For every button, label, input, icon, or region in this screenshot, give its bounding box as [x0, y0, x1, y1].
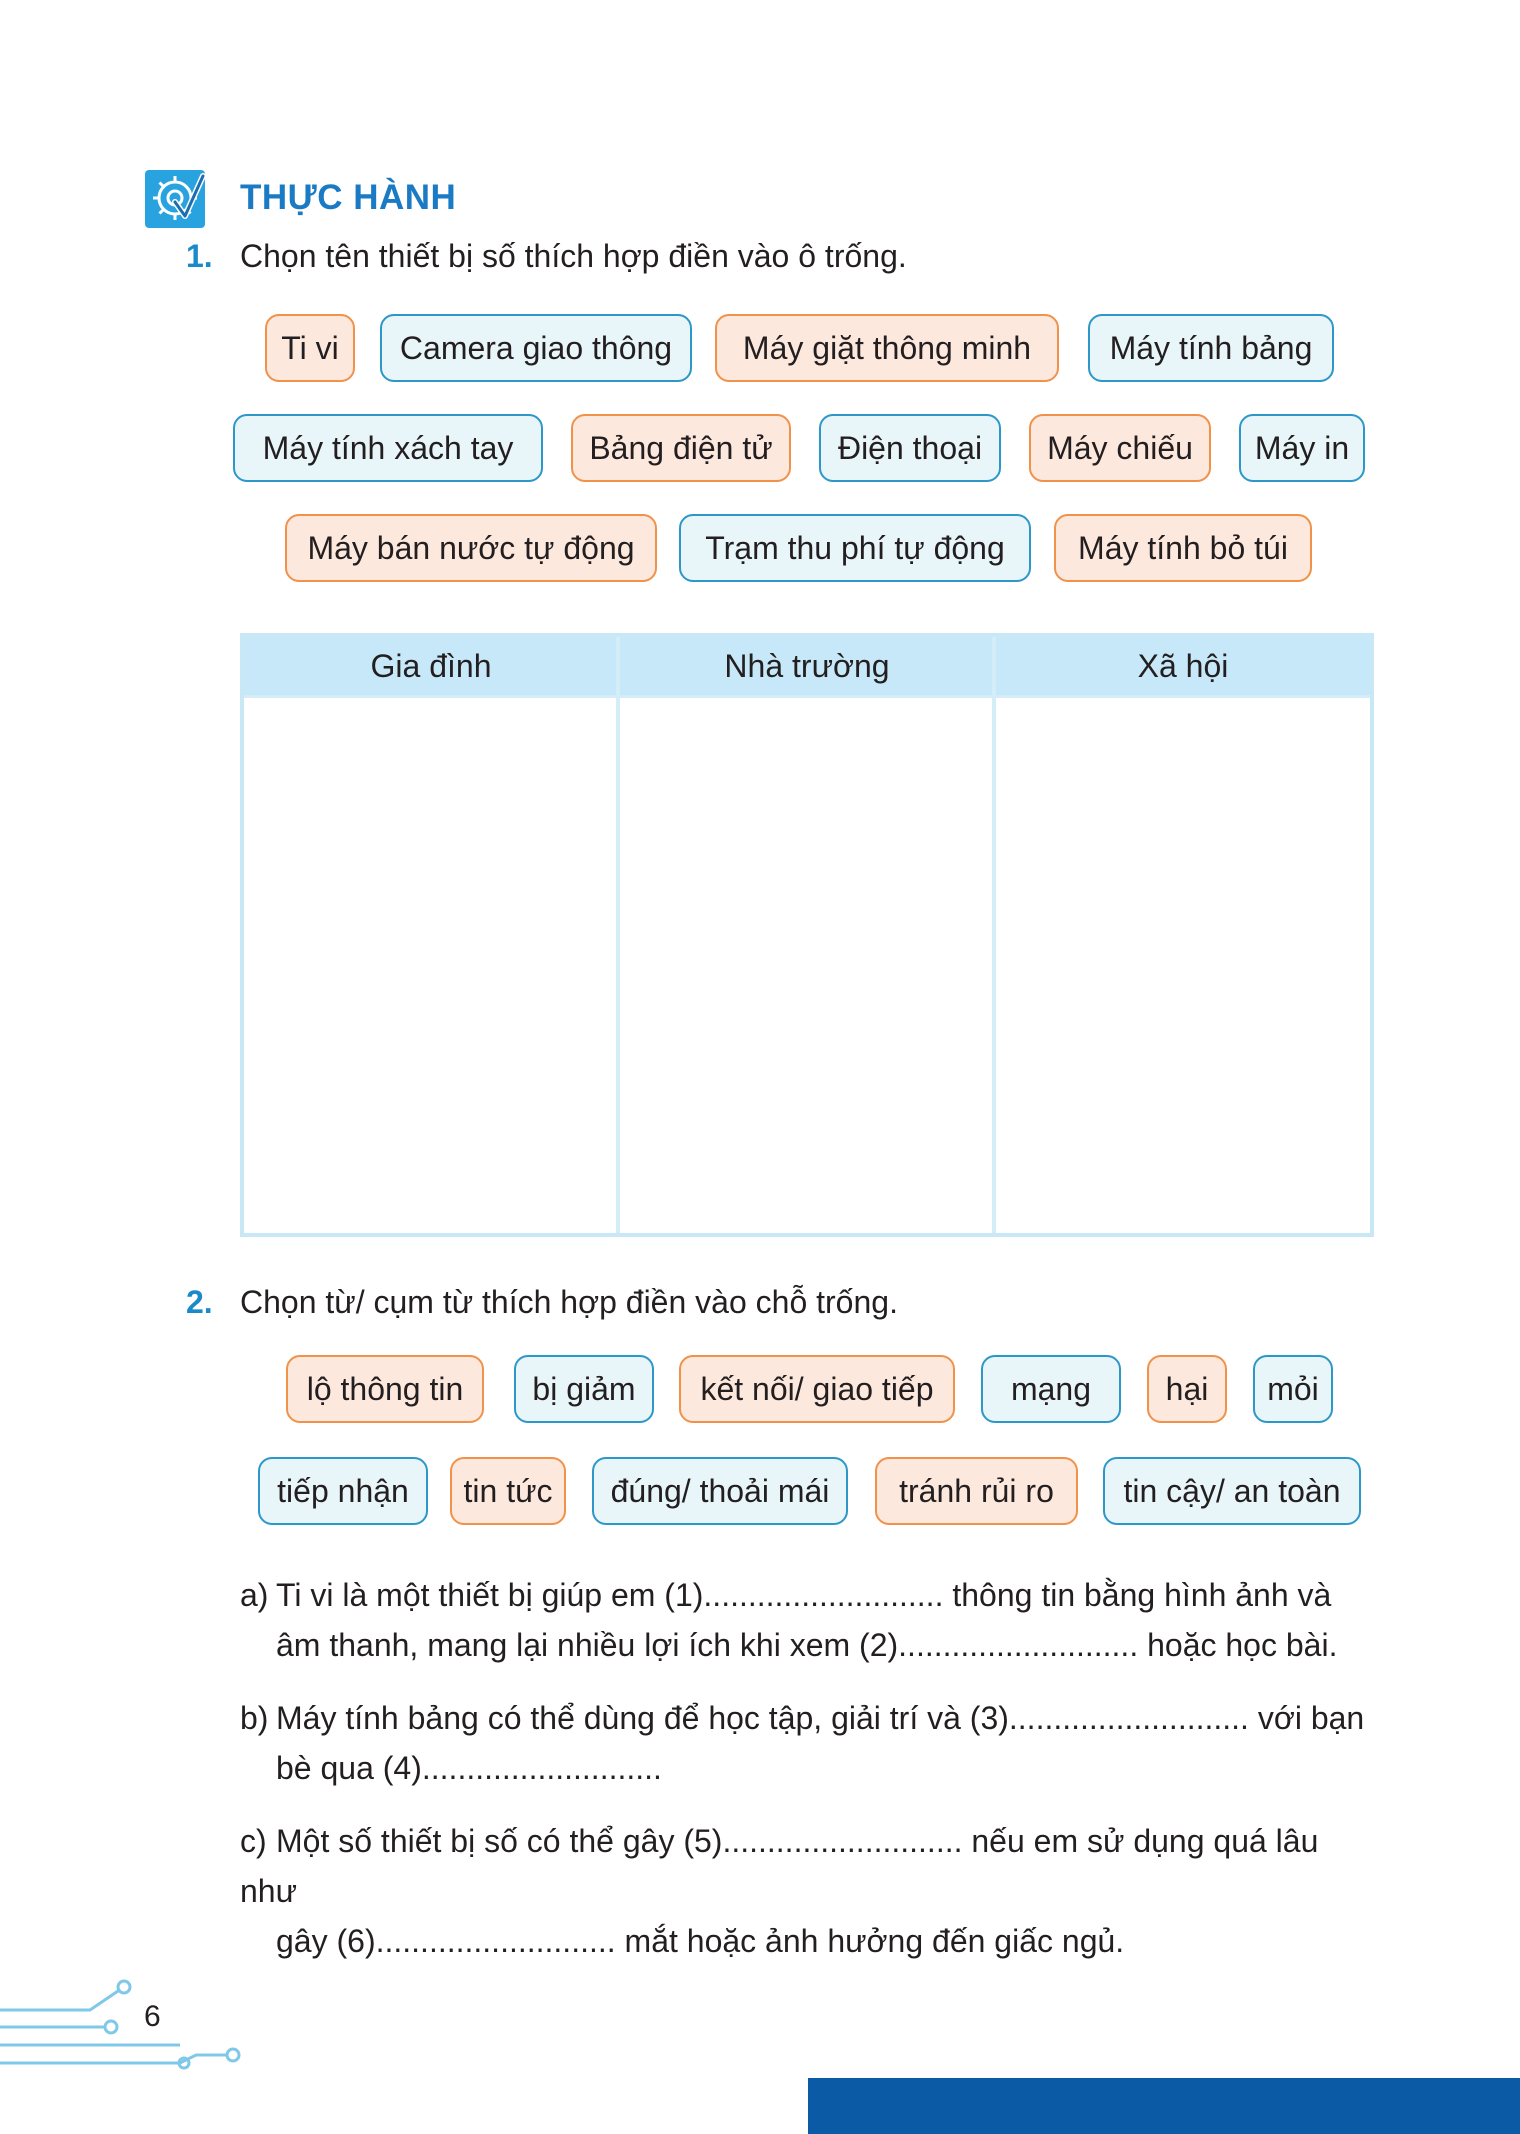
word-tag[interactable]: tin cậy/ an toàn	[1103, 1457, 1361, 1525]
item-label: b)	[240, 1700, 269, 1736]
word-tag[interactable]: tin tức	[450, 1457, 566, 1525]
device-tag[interactable]: Trạm thu phí tự động	[679, 514, 1031, 582]
gear-check-icon	[145, 170, 205, 228]
device-tag[interactable]: Camera giao thông	[380, 314, 692, 382]
question-1-number: 1.	[186, 238, 213, 274]
classification-table	[240, 633, 1374, 1237]
item-line: Máy tính bảng có thể dùng để học tập, giải trí và (3)........................... với bạn	[276, 1700, 1365, 1736]
item-line: bè qua (4)...........................	[276, 1750, 662, 1786]
table-cell-society[interactable]	[996, 695, 1370, 1233]
exercise-item-a	[240, 1570, 1380, 1670]
table-cell-family[interactable]	[244, 695, 616, 1233]
item-label: a)	[240, 1577, 269, 1613]
device-tag[interactable]: Máy tính xách tay	[233, 414, 543, 482]
table-cell-school[interactable]	[620, 695, 992, 1233]
table-header-society: Xã hội	[1137, 647, 1229, 684]
word-tag[interactable]: đúng/ thoải mái	[592, 1457, 848, 1525]
footer-bar	[808, 2078, 1520, 2134]
word-tag[interactable]: mạng	[981, 1355, 1121, 1423]
item-line: Ti vi là một thiết bị giúp em (1)........................... thông tin bằng hình ảnh và	[276, 1577, 1332, 1613]
word-tag[interactable]: lộ thông tin	[286, 1355, 484, 1423]
device-tag[interactable]: Điện thoại	[819, 414, 1001, 482]
device-tag[interactable]: Máy chiếu	[1029, 414, 1211, 482]
device-tag[interactable]: Bảng điện tử	[571, 414, 791, 482]
device-tag[interactable]: Máy tính bảng	[1088, 314, 1334, 382]
exercise-item-b	[240, 1693, 1380, 1793]
device-tag[interactable]: Ti vi	[265, 314, 355, 382]
question-2-number: 2.	[186, 1284, 213, 1320]
item-line: âm thanh, mang lại nhiều lợi ích khi xem (2)........................... hoặc học bài.	[276, 1627, 1338, 1663]
word-tag[interactable]: tiếp nhận	[258, 1457, 428, 1525]
device-tag[interactable]: Máy bán nước tự động	[285, 514, 657, 582]
word-tag[interactable]: bị giảm	[514, 1355, 654, 1423]
word-tag[interactable]: kết nối/ giao tiếp	[679, 1355, 955, 1423]
table-header-school: Nhà trường	[724, 647, 890, 684]
table-header-family: Gia đình	[370, 647, 492, 684]
word-tag[interactable]: tránh rủi ro	[875, 1457, 1078, 1525]
question-1-text: Chọn tên thiết bị số thích hợp điền vào ô trống.	[240, 238, 907, 274]
item-line: gây (6)........................... mắt hoặc ảnh hưởng đến giấc ngủ.	[276, 1923, 1125, 1959]
exercise-item-c	[240, 1816, 1380, 1966]
word-tag[interactable]: hại	[1147, 1355, 1227, 1423]
word-tag[interactable]: mỏi	[1253, 1355, 1333, 1423]
device-tag[interactable]: Máy tính bỏ túi	[1054, 514, 1312, 582]
page-number: 6	[144, 2000, 161, 2033]
item-line: Một số thiết bị số có thể gây (5)........................... nếu em sử dụng quá lâu như	[240, 1823, 1319, 1909]
device-tag[interactable]: Máy in	[1239, 414, 1365, 482]
section-title: THỰC HÀNH	[240, 178, 457, 217]
device-tag[interactable]: Máy giặt thông minh	[715, 314, 1059, 382]
question-2-text: Chọn từ/ cụm từ thích hợp điền vào chỗ trống.	[240, 1284, 898, 1320]
item-label: c)	[240, 1823, 267, 1859]
circuit-lines-icon	[0, 1975, 250, 2075]
